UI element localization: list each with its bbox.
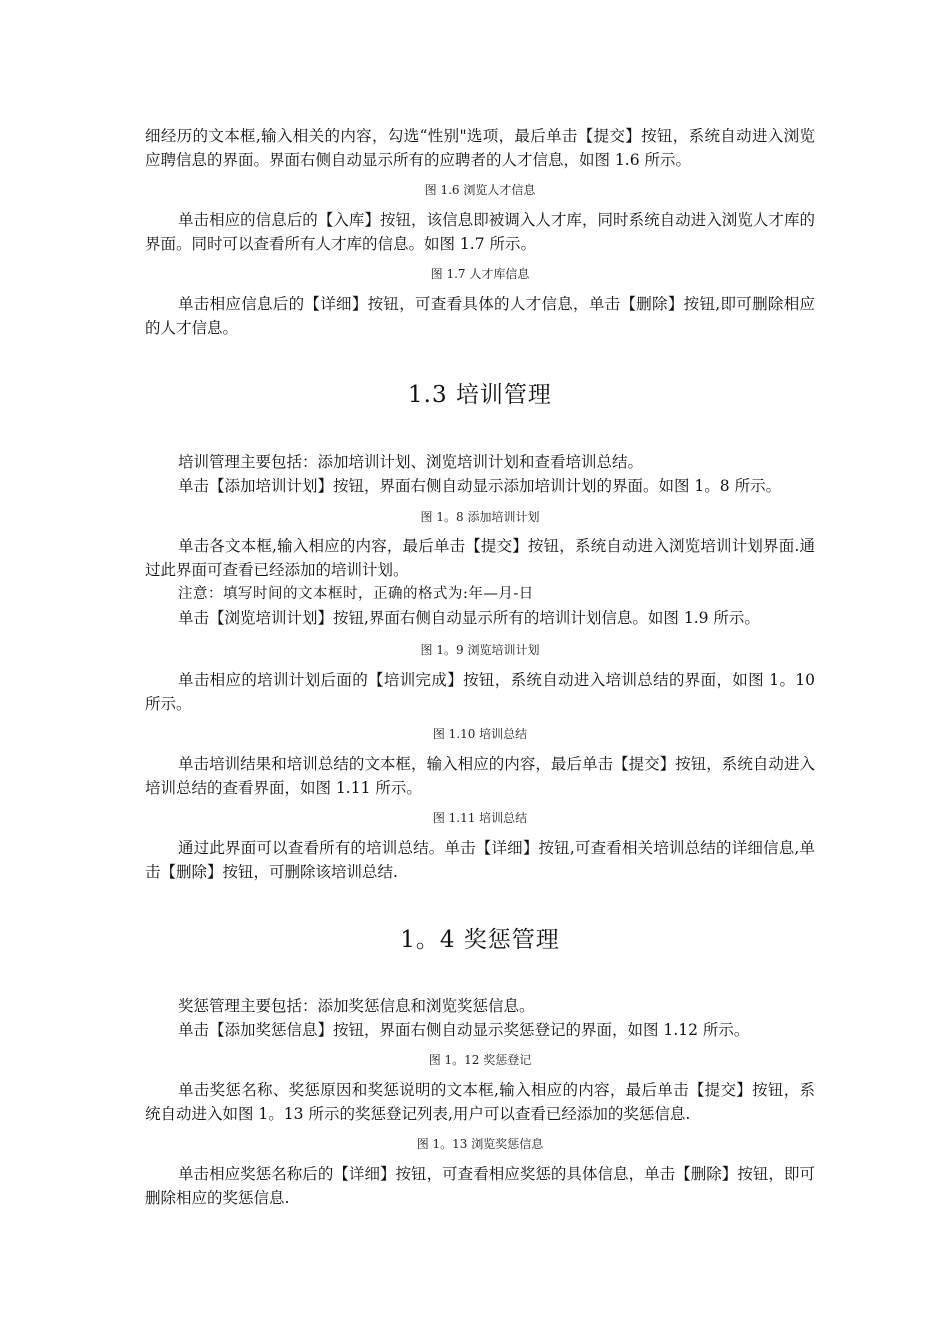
paragraph-text: 奖惩管理主要包括：添加奖惩信息和浏览奖惩信息。 — [178, 997, 535, 1015]
paragraph-reward-detail — [145, 1162, 815, 1210]
paragraph-training-form — [145, 534, 815, 630]
figure-caption-1-7: 图 1.7 人才库信息 — [430, 267, 530, 281]
paragraph-text: 单击奖惩名称、奖惩原因和奖惩说明的文本框,输入相应的内容，最后单击【提交】按钮，系统自动进入如图 1。13 所示的奖惩登记列表,用户可以查看已经添加的奖惩信息. — [145, 1081, 815, 1123]
paragraph-talent-detail — [145, 292, 815, 340]
paragraph-text: 单击相应的培训计划后面的【培训完成】按钮，系统自动进入培训总结的界面，如图 1。10 所示。 — [145, 671, 815, 713]
section-heading-1-3: 1.3 培训管理 — [408, 382, 552, 408]
paragraph-text: 单击相应奖惩名称后的【详细】按钮，可查看相应奖惩的具体信息，单击【删除】按钮，即可删除相应的奖惩信息. — [145, 1165, 815, 1207]
paragraph-reward-intro — [145, 994, 815, 1042]
paragraph-text: 通过此界面可以查看所有的培训总结。单击【详细】按钮,可查看相关培训总结的详细信息,单击【删除】按钮，可删除该培训总结. — [145, 839, 815, 881]
section-heading-1-4: 1。4 奖惩管理 — [400, 927, 560, 953]
paragraph-text: 单击相应的信息后的【入库】按钮，该信息即被调入人才库，同时系统自动进入浏览人才库的界面。同时可以查看所有人才库的信息。如图 1.7 所示。 — [145, 211, 815, 253]
paragraph-text: 单击各文本框,输入相应的内容，最后单击【提交】按钮，系统自动进入浏览培训计划界面.通过此界面可查看已经添加的培训计划。 — [145, 537, 815, 579]
paragraph-training-summary — [145, 752, 815, 800]
paragraph-resume — [145, 124, 815, 172]
paragraph-text: 单击培训结果和培训总结的文本框，输入相应的内容，最后单击【提交】按钮，系统自动进入培训总结的查看界面，如图 1.11 所示。 — [145, 755, 815, 797]
note-text: 注意：填写时间的文本框时，正确的格式为:年—月-日 — [178, 586, 534, 602]
paragraph-text: 培训管理主要包括：添加培训计划、浏览培训计划和查看培训总结。 — [178, 453, 644, 471]
figure-caption-1-6: 图 1.6 浏览人才信息 — [424, 183, 536, 197]
paragraph-store-talent — [145, 208, 815, 256]
figure-caption-1-10: 图 1.10 培训总结 — [432, 727, 528, 741]
paragraph-summary-view — [145, 836, 815, 884]
paragraph-reward-form — [145, 1078, 815, 1126]
figure-caption-1-9: 图 1。9 浏览培训计划 — [420, 643, 540, 657]
paragraph-text: 单击相应信息后的【详细】按钮，可查看具体的人才信息，单击【删除】按钮,即可删除相应的人才信息。 — [145, 295, 815, 337]
paragraph-training-complete — [145, 668, 815, 716]
paragraph-training-intro — [145, 450, 815, 498]
paragraph-text: 细经历的文本框,输入相关的内容，勾选“性别"选项，最后单击【提交】按钮，系统自动进入浏览应聘信息的界面。界面右侧自动显示所有的应聘者的人才信息，如图 1.6 所示。 — [145, 127, 815, 169]
paragraph-text: 单击【添加培训计划】按钮，界面右侧自动显示添加培训计划的界面。如图 1。8 所示。 — [178, 477, 782, 495]
figure-caption-1-13: 图 1。13 浏览奖惩信息 — [416, 1137, 544, 1151]
figure-caption-1-8: 图 1。8 添加培训计划 — [420, 510, 540, 524]
paragraph-text: 单击【浏览培训计划】按钮,界面右侧自动显示所有的培训计划信息。如图 1.9 所示。 — [178, 609, 760, 627]
paragraph-text: 单击【添加奖惩信息】按钮，界面右侧自动显示奖惩登记的界面，如图 1.12 所示。 — [178, 1021, 750, 1039]
figure-caption-1-12: 图 1。12 奖惩登记 — [428, 1053, 532, 1067]
figure-caption-1-11: 图 1.11 培训总结 — [432, 811, 528, 825]
